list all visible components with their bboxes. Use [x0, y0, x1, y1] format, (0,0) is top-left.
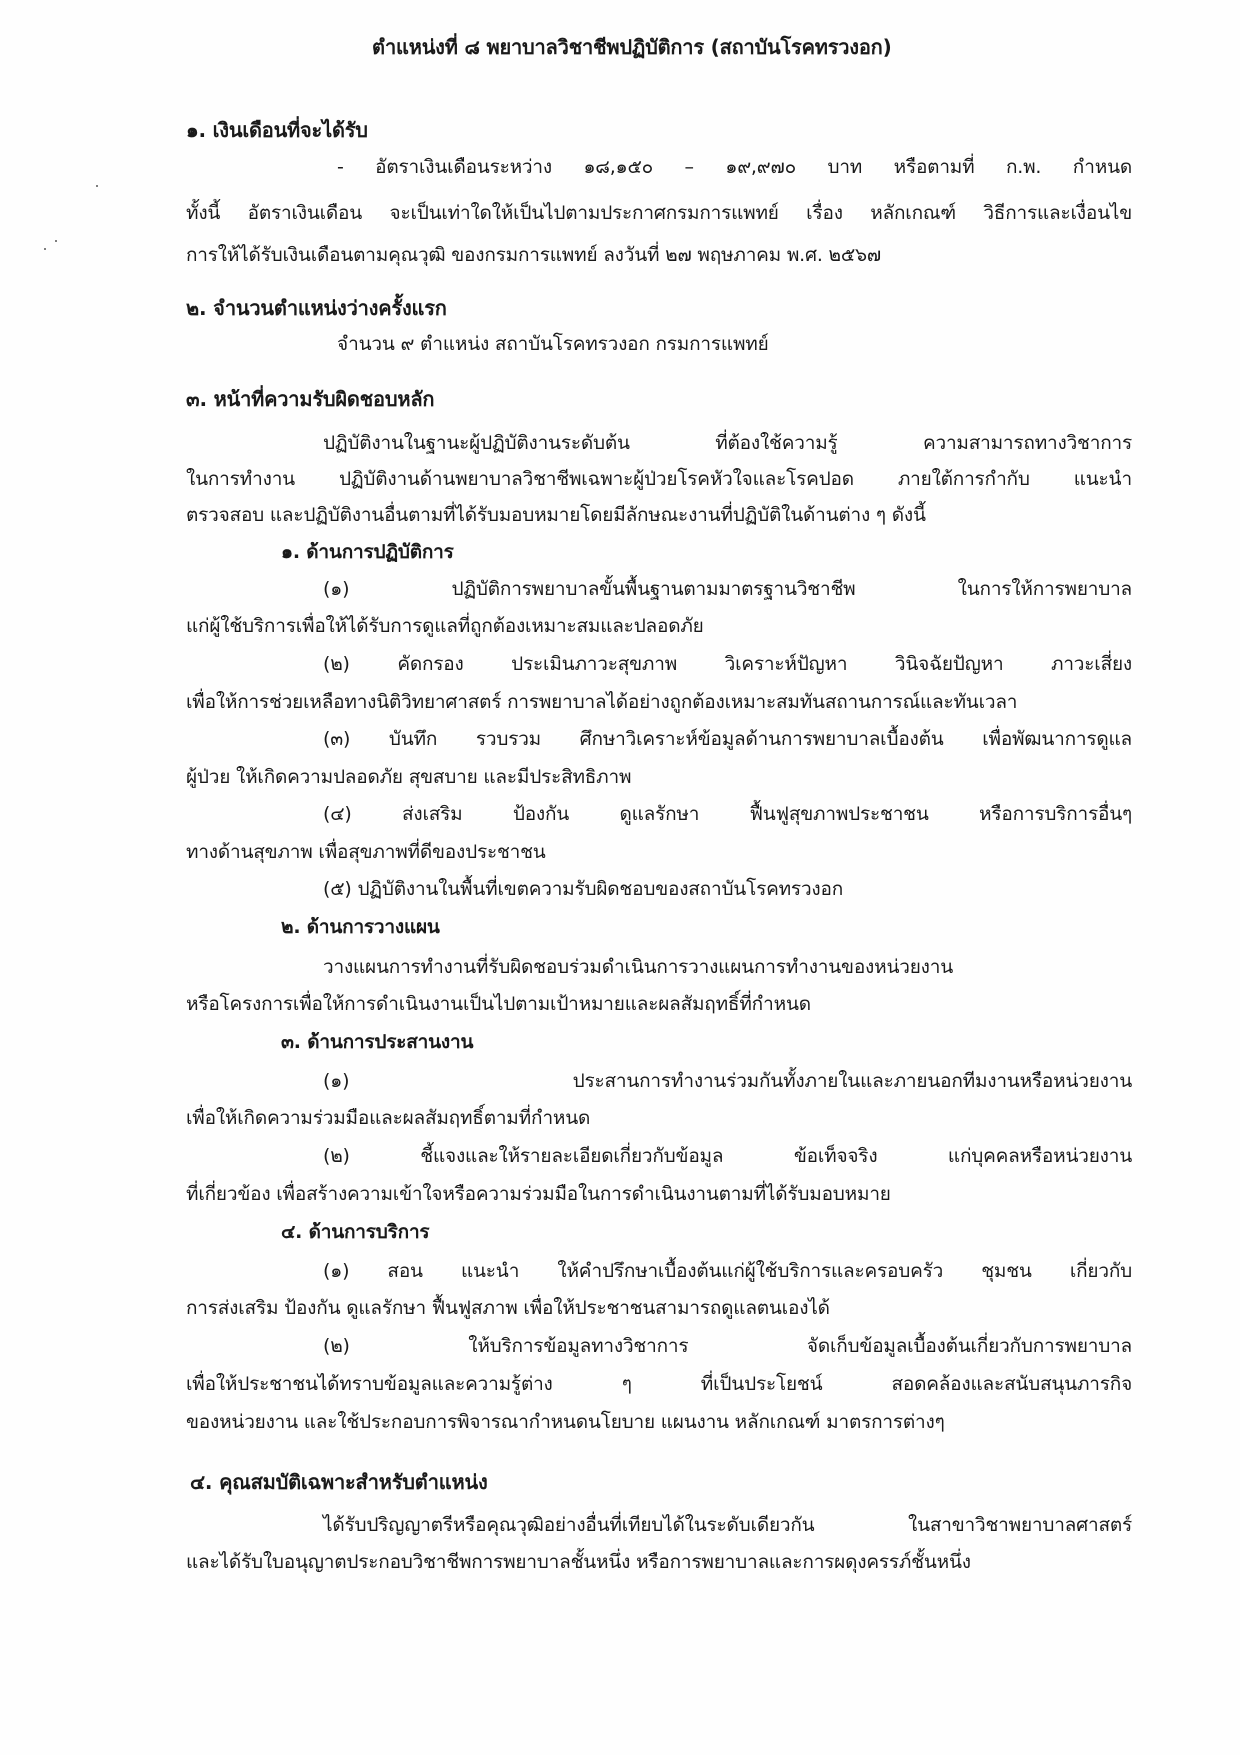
operations-item-4-first: (๔) ส่งเสริม ป้องกัน ดูแลรักษา ฟื้นฟูสุขภาพประชาชน หรือการบริการอื่นๆ: [323, 803, 1132, 825]
operations-item-2-first: (๒) คัดกรอง ประเมินภาวะสุขภาพ วิเคราะห์ปัญหา วินิจฉัยปัญหา ภาวะเสี่ยง: [323, 653, 1132, 675]
section-heading-vacancies: ๒. จำนวนตำแหน่งว่างครั้งแรก: [186, 296, 447, 320]
coordination-item-1-rest: เพื่อให้เกิดความร่วมมือและผลสัมฤทธิ์ตามที่กำหนด: [186, 1107, 591, 1129]
operations-item-4-rest: ทางด้านสุขภาพ เพื่อสุขภาพที่ดีของประชาชน: [186, 841, 546, 863]
duties-intro-2: ในการทำงาน ปฏิบัติงานด้านพยาบาลวิชาชีพเฉพาะผู้ป่วยโรคหัวใจและโรคปอด ภายใต้การกำกับ แนะนำ: [186, 468, 1132, 490]
service-item-2-rest: เพื่อให้ประชาชนได้ทราบข้อมูลและความรู้ต่าง ๆ ที่เป็นประโยชน์ สอดคล้องและสนับสนุนภารกิจ: [186, 1373, 1132, 1395]
scan-speck: [55, 240, 57, 242]
planning-item-first: วางแผนการทำงานที่รับผิดชอบร่วมดำเนินการวางแผนการทำงานของหน่วยงาน: [323, 956, 953, 978]
scan-speck: [96, 185, 98, 187]
section-heading-qualifications: ๔. คุณสมบัติเฉพาะสำหรับตำแหน่ง: [190, 1470, 488, 1494]
vacancies-line: จำนวน ๙ ตำแหน่ง สถาบันโรคทรวงอก กรมการแพทย์: [337, 333, 769, 355]
coordination-item-2-first: (๒) ชี้แจงและให้รายละเอียดเกี่ยวกับข้อมูล ข้อเท็จจริง แก่บุคคลหรือหน่วยงาน: [323, 1145, 1132, 1167]
subsection-heading-coordination: ๓. ด้านการประสานงาน: [281, 1031, 474, 1053]
service-item-2-rest2: ของหน่วยงาน และใช้ประกอบการพิจารณากำหนดนโยบาย แผนงาน หลักเกณฑ์ มาตรการต่างๆ: [186, 1411, 945, 1433]
operations-item-1-first: (๑) ปฏิบัติการพยาบาลขั้นพื้นฐานตามมาตรฐานวิชาชีพ ในการให้การพยาบาล: [323, 578, 1132, 600]
salary-line-2: ทั้งนี้ อัตราเงินเดือน จะเป็นเท่าใดให้เป็นไปตามประกาศกรมการแพทย์ เรื่อง หลักเกณฑ์ วิธีการและเงื่อนไข: [186, 202, 1132, 224]
coordination-item-1-first: (๑) ประสานการทำงานร่วมกันทั้งภายในและภายนอกทีมงานหรือหน่วยงาน: [323, 1070, 1132, 1092]
operations-item-3-rest: ผู้ป่วย ให้เกิดความปลอดภัย สุขสบาย และมีประสิทธิภาพ: [186, 766, 632, 788]
subsection-heading-planning: ๒. ด้านการวางแผน: [281, 916, 440, 938]
operations-item-1-rest: แก่ผู้ใช้บริการเพื่อให้ได้รับการดูแลที่ถูกต้องเหมาะสมและปลอดภัย: [186, 615, 704, 637]
page-title: ตำแหน่งที่ ๘ พยาบาลวิชาชีพปฏิบัติการ (สถาบันโรคทรวงอก): [372, 35, 892, 59]
planning-item-rest: หรือโครงการเพื่อให้การดำเนินงานเป็นไปตามเป้าหมายและผลสัมฤทธิ์ที่กำหนด: [186, 993, 811, 1015]
subsection-heading-operations: ๑. ด้านการปฏิบัติการ: [281, 541, 454, 563]
salary-line-3: การให้ได้รับเงินเดือนตามคุณวุฒิ ของกรมการแพทย์ ลงวันที่ ๒๗ พฤษภาคม พ.ศ. ๒๕๖๗: [186, 244, 881, 266]
service-item-1-first: (๑) สอน แนะนำ ให้คำปรึกษาเบื้องต้นแก่ผู้ใช้บริการและครอบครัว ชุมชน เกี่ยวกับ: [323, 1260, 1132, 1282]
scan-speck: [44, 248, 46, 250]
service-item-2-first: (๒) ให้บริการข้อมูลทางวิชาการ จัดเก็บข้อมูลเบื้องต้นเกี่ยวกับการพยาบาล: [323, 1335, 1132, 1357]
section-heading-salary: ๑. เงินเดือนที่จะได้รับ: [186, 118, 368, 142]
operations-item-5: (๕) ปฏิบัติงานในพื้นที่เขตความรับผิดชอบของสถาบันโรคทรวงอก: [323, 878, 844, 900]
duties-intro-3: ตรวจสอบ และปฏิบัติงานอื่นตามที่ได้รับมอบหมายโดยมีลักษณะงานที่ปฏิบัติในด้านต่าง ๆ ดังนี้: [186, 504, 926, 526]
salary-line-1: - อัตราเงินเดือนระหว่าง ๑๘,๑๕๐ – ๑๙,๙๗๐ บาท หรือตามที่ ก.พ. กำหนด: [337, 156, 1132, 178]
operations-item-2-rest: เพื่อให้การช่วยเหลือทางนิติวิทยาศาสตร์ การพยาบาลได้อย่างถูกต้องเหมาะสมทันสถานการณ์และทันเวลา: [186, 691, 1018, 713]
coordination-item-2-rest: ที่เกี่ยวข้อง เพื่อสร้างความเข้าใจหรือความร่วมมือในการดำเนินงานตามที่ได้รับมอบหมาย: [186, 1183, 891, 1205]
section-heading-duties: ๓. หน้าที่ความรับผิดชอบหลัก: [186, 387, 435, 411]
qualifications-line-2: และได้รับใบอนุญาตประกอบวิชาชีพการพยาบาลชั้นหนึ่ง หรือการพยาบาลและการผดุงครรภ์ชั้นหนึ่ง: [186, 1551, 971, 1573]
qualifications-line-1: ได้รับปริญญาตรีหรือคุณวุฒิอย่างอื่นที่เทียบได้ในระดับเดียวกัน ในสาขาวิชาพยาบาลศาสตร์: [323, 1514, 1132, 1536]
service-item-1-rest: การส่งเสริม ป้องกัน ดูแลรักษา ฟื้นฟูสภาพ เพื่อให้ประชาชนสามารถดูแลตนเองได้: [186, 1297, 830, 1319]
subsection-heading-service: ๔. ด้านการบริการ: [281, 1221, 430, 1243]
operations-item-3-first: (๓) บันทึก รวบรวม ศึกษาวิเคราะห์ข้อมูลด้านการพยาบาลเบื้องต้น เพื่อพัฒนาการดูแล: [323, 728, 1132, 750]
duties-intro-1: ปฏิบัติงานในฐานะผู้ปฏิบัติงานระดับต้น ที่ต้องใช้ความรู้ ความสามารถทางวิชาการ: [323, 432, 1132, 454]
